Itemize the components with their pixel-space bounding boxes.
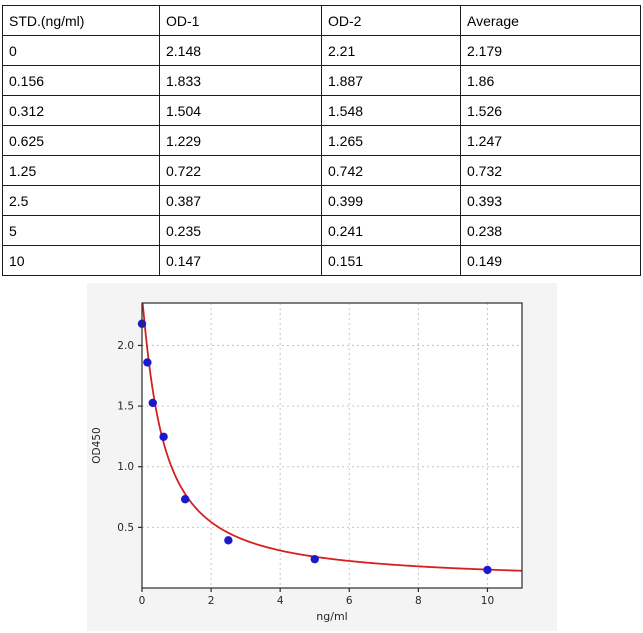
table-cell: 0.147 (160, 246, 322, 276)
table-cell: 1.265 (322, 126, 461, 156)
table-row (3, 186, 641, 216)
column-header-0: STD.(ng/ml) (3, 6, 160, 36)
table-row (3, 126, 641, 156)
table-cell: 0.387 (160, 186, 322, 216)
table-cell: 2.21 (322, 36, 461, 66)
table-row (3, 156, 641, 186)
data-point (159, 433, 167, 441)
y-tick-label: 1.0 (117, 461, 134, 474)
x-axis-title: ng/ml (316, 610, 348, 623)
table-cell: 0.722 (160, 156, 322, 186)
table-cell: 1.833 (160, 66, 322, 96)
y-tick-label: 2.0 (117, 339, 134, 352)
x-tick-label: 10 (480, 595, 495, 607)
table-cell: 0.241 (322, 216, 461, 246)
table-cell: 2.148 (160, 36, 322, 66)
data-point (149, 399, 157, 407)
table-cell: 1.25 (3, 156, 160, 186)
x-tick-label: 8 (415, 595, 422, 607)
standards-table-header (3, 6, 641, 36)
data-point (311, 555, 319, 563)
table-cell: 0.742 (322, 156, 461, 186)
table-row (3, 66, 641, 96)
table-cell: 0.393 (461, 186, 641, 216)
table-cell: 5 (3, 216, 160, 246)
table-cell: 0.732 (461, 156, 641, 186)
table-cell: 1.247 (461, 126, 641, 156)
table-cell: 0 (3, 36, 160, 66)
table-cell: 0.149 (461, 246, 641, 276)
x-tick-label: 2 (207, 595, 215, 607)
y-tick-label: 1.5 (117, 400, 134, 413)
table-cell: 1.504 (160, 96, 322, 126)
table-cell: 0.238 (461, 216, 641, 246)
x-tick-label: 4 (276, 595, 284, 607)
table-row (3, 36, 641, 66)
table-cell: 1.86 (461, 66, 641, 96)
x-tick-label: 0 (138, 595, 146, 607)
standard-curve-chart (87, 283, 557, 631)
table-cell: 1.229 (160, 126, 322, 156)
table-cell: 2.5 (3, 186, 160, 216)
table-cell: 1.526 (461, 96, 641, 126)
x-tick-label: 6 (345, 595, 353, 607)
standard-curve-figure (87, 283, 557, 631)
data-point (143, 358, 151, 366)
table-row (3, 96, 641, 126)
table-cell: 0.151 (322, 246, 461, 276)
table-row (3, 216, 641, 246)
standards-table-body (3, 36, 641, 276)
data-point (224, 536, 232, 544)
data-point (181, 495, 189, 503)
standards-table (2, 5, 641, 276)
y-tick-label: 0.5 (117, 521, 134, 534)
y-axis-title: OD450 (91, 427, 103, 464)
data-point (483, 566, 491, 574)
header-row (3, 6, 641, 36)
table-cell: 0.399 (322, 186, 461, 216)
column-header-3: Average (461, 6, 641, 36)
column-header-2: OD-2 (322, 6, 461, 36)
table-cell: 0.312 (3, 96, 160, 126)
table-cell: 10 (3, 246, 160, 276)
table-cell: 0.625 (3, 126, 160, 156)
table-cell: 2.179 (461, 36, 641, 66)
table-cell: 0.156 (3, 66, 160, 96)
table-row (3, 246, 641, 276)
table-cell: 0.235 (160, 216, 322, 246)
table-cell: 1.548 (322, 96, 461, 126)
column-header-1: OD-1 (160, 6, 322, 36)
table-cell: 1.887 (322, 66, 461, 96)
